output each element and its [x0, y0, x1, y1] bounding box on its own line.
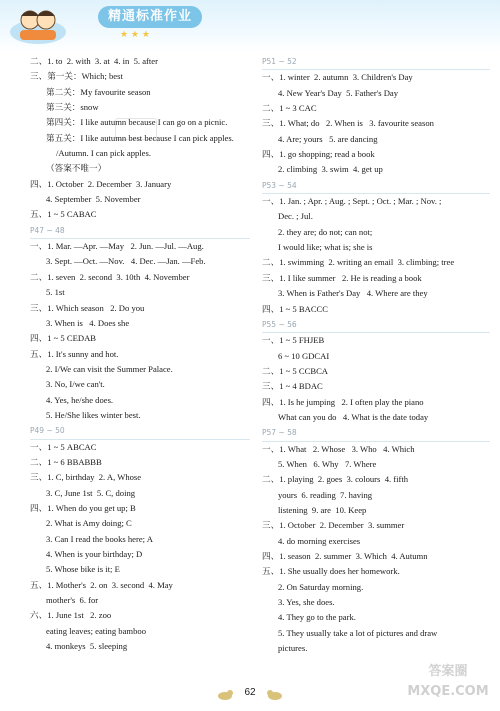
answer-line: 三、第一关：Which; best — [30, 71, 123, 82]
answer-line: 二、1 ~ 6 BBABBB — [30, 456, 102, 467]
page-header — [0, 0, 500, 52]
answer-line: 三、1 ~ 4 BDAC — [262, 381, 323, 392]
section-page-range: P49 ~ 50 — [30, 423, 250, 439]
answer-line: 四、1. go shopping; read a book — [262, 149, 375, 160]
answer-line: 第三关：snow — [46, 102, 99, 113]
answer-line: mother's 6. for — [46, 595, 99, 606]
answer-line: 2. What is Amy doing; C — [46, 518, 132, 529]
answer-line: /Autumn. I can pick apples. — [56, 148, 151, 159]
section-page-range: P47 ~ 48 — [30, 223, 250, 239]
answer-line: 二、1. to 2. with 3. at 4. in 5. after — [30, 56, 158, 66]
answer-line: 三、1. C, birthday 2. A, Whose — [30, 472, 142, 483]
answer-line: 3. Can I read the books here; A — [46, 533, 153, 544]
answer-line: 二、1. swimming 2. writing an email 3. climbing; tree — [262, 257, 455, 268]
answer-line: 2. they are; do not; can not; — [278, 226, 373, 237]
answer-line: 4. When is your birthday; D — [46, 549, 143, 559]
answer-line: 3. Sept. —Oct. —Nov. 4. Dec. —Jan. —Feb. — [46, 256, 206, 267]
answer-line: 五、1. It's sunny and hot. — [30, 348, 119, 359]
answer-line: 4. do morning exercises — [278, 535, 361, 546]
answer-line: What can you do 4. What is the date today — [278, 411, 429, 422]
stars-icon: ★ ★ ★ — [120, 30, 150, 40]
page-number: 62 — [244, 687, 256, 698]
answer-line: 3. When is Father's Day 4. Where are they — [278, 288, 428, 299]
answer-line: 三、1. Which season 2. Do you — [30, 302, 145, 313]
answer-line: 五、1 ~ 5 CABAC — [30, 209, 97, 220]
answer-line: 2. I/We can visit the Summer Palace. — [46, 363, 173, 374]
answer-line: 三、1. I like summer 2. He is reading a book — [262, 272, 422, 283]
answer-line: 4. Are; yours 5. are dancing — [278, 133, 378, 144]
answer-line: 第二关：My favourite season — [46, 86, 151, 97]
answer-line: 4. Yes, he/she does. — [46, 394, 114, 405]
answer-line: 一、1 ~ 5 FHJEB — [262, 335, 325, 346]
answer-line: 四、1 ~ 5 CEDAB — [30, 333, 97, 344]
answer-line: 3. C, June 1st 5. C, doing — [46, 487, 136, 498]
answer-line: 3. When is 4. Does she — [46, 317, 130, 328]
answer-line: 五、1. She usually does her homework. — [262, 566, 400, 577]
answer-line: 5. They usually take a lot of pictures and draw — [278, 627, 438, 638]
section-page-range: P51 ~ 52 — [262, 54, 490, 70]
answer-line: 三、1. October 2. December 3. summer — [262, 520, 405, 531]
right-answer-column — [262, 54, 490, 656]
section-page-range: P53 ~ 54 — [262, 178, 490, 194]
answer-line: 二、1 ~ 5 CCBCA — [262, 365, 329, 376]
answer-line: 5. He/She likes winter best. — [46, 409, 141, 420]
answer-line: 一、1. Mar. —Apr. —May 2. Jun. —Jul. —Aug. — [30, 241, 204, 252]
watermark-line-2: MXQE.COM — [407, 684, 489, 699]
answer-line: 三、1. What; do 2. When is 3. favourite season — [262, 118, 434, 129]
answer-line: 一、1 ~ 5 ABCAC — [30, 441, 97, 452]
answer-line: I would like; what is; she is — [278, 242, 373, 253]
answer-line: 四、1. October 2. December 3. January — [30, 178, 172, 189]
answer-line: 4. September 5. November — [46, 194, 141, 205]
answer-line: 5. 1st — [46, 287, 65, 298]
answer-line: （答案不唯一） — [46, 163, 107, 174]
answer-line: 4. New Year's Day 5. Father's Day — [278, 87, 399, 98]
answer-line: eating leaves; eating bamboo — [46, 625, 146, 636]
answer-line: 二、1. seven 2. second 3. 10th 4. November — [30, 271, 190, 282]
answer-line: 5. When 6. Why 7. Where — [278, 458, 377, 469]
answer-line: 5. Whose bike is it; E — [46, 564, 120, 575]
answer-line: 四、1 ~ 5 BACCC — [262, 303, 329, 314]
answer-line: 一、1. Jan. ; Apr. ; Aug. ; Sept. ; Oct. ; Mar. ; Nov. ; — [262, 196, 442, 207]
bird-icon — [216, 689, 234, 701]
answer-line: 第五关：I like autumn best because I can pick apples. — [46, 132, 234, 143]
answer-line: 二、1. playing 2. goes 3. colours 4. fifth — [262, 474, 409, 485]
answer-line: 6 ~ 10 GDCAI — [278, 350, 330, 361]
answer-line: 2. climbing 3. swim 4. get up — [278, 164, 383, 175]
answer-line: 2. On Saturday morning. — [278, 581, 364, 592]
answer-line: 四、1. When do you get up; B — [30, 502, 136, 513]
answer-line: 3. Yes, she does. — [278, 597, 335, 608]
answer-line: 3. No, I/we can't. — [46, 379, 105, 390]
header-banner: 精通标准作业 — [98, 6, 202, 28]
watermark-line-1: 答案圈 — [428, 664, 468, 679]
answer-line: 第四关：I like autumn because I can go on a picnic. — [46, 117, 228, 128]
answer-line: 一、1. winter 2. autumn 3. Children's Day — [262, 72, 413, 83]
section-page-range: P57 ~ 58 — [262, 425, 490, 441]
answer-line: listening 9. are 10. Keep — [278, 504, 367, 515]
watermark — [400, 662, 496, 708]
answer-line: Dec. ; Jul. — [278, 211, 313, 222]
answer-line: 四、1. season 2. summer 3. Which 4. Autumn — [262, 551, 428, 561]
answer-line: pictures. — [278, 643, 308, 654]
answer-line: 五、1. Mother's 2. on 3. second 4. May — [30, 579, 173, 590]
answer-line: 二、1 ~ 3 CAC — [262, 103, 317, 114]
bird-icon — [266, 689, 284, 701]
answer-line: 六、1. June 1st 2. zoo — [30, 610, 112, 621]
answer-line: 一、1. What 2. Whose 3. Who 4. Which — [262, 443, 415, 454]
left-answer-column — [30, 54, 250, 654]
answer-line: 四、1. Is he jumping 2. I often play the piano — [262, 396, 424, 407]
answer-line: yours 6. reading 7. having — [278, 489, 373, 500]
answer-line: 4. monkeys 5. sleeping — [46, 641, 128, 652]
section-page-range: P55 ~ 56 — [262, 317, 490, 333]
cartoon-logo-icon — [8, 2, 68, 46]
answer-line: 4. They go to the park. — [278, 612, 356, 623]
